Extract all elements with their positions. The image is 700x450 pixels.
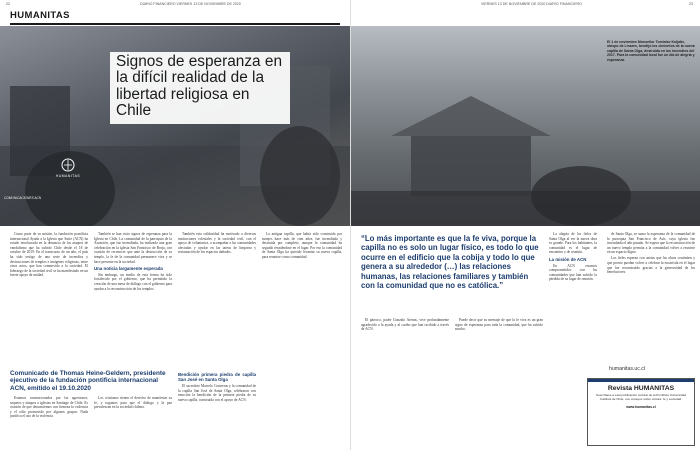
paragraph: La alegría de los fieles de Santa Olga al ver la nueva obra es grande. Para los habitantes, la comunidad es el lugar de encuentro y de reunión. <box>549 232 597 255</box>
humanitas-logo <box>44 157 92 178</box>
body-column-3 <box>178 232 256 362</box>
paragraph: Como parte de su misión, la fundación pontificia internacional Ayuda a la Iglesia que Sufre (ACN) ha estado involucrada en la denuncia de los ataques de vandalismo que ha sufrido Chile desde el 18 de octubre de 2019. En el transcurso de un año, el país ha sido testigo de una serie de incendios y destrucciones de templos e imágenes religiosas, entre otros actos, que han conmovido a la sociedad. El liderazgo de la sociedad civil se ha manifestado en un fuerte apoyo de unidad. <box>10 232 88 278</box>
paragraph: La antigua capilla, que había sido construida por monjes hace más de cien años, fue incendiada y destruida por completo, aunque la comunidad ha seguido reuniéndose en el lugar. Por eso la comunidad de Santa Olga ha querido levantar su nueva capilla, para reunirse como comunidad. <box>262 232 342 259</box>
photo-caption: COMUNICACIONES ACN <box>4 196 42 200</box>
ad-website[interactable]: www.humanitas.cl <box>626 404 656 409</box>
section-rule <box>10 23 340 25</box>
right-page <box>350 0 700 450</box>
ad-top-bar <box>588 379 694 382</box>
crest-icon <box>60 157 76 173</box>
logo-text: HUMANITAS <box>55 174 81 178</box>
page-number: 22 <box>6 2 10 6</box>
paragraph: El sacerdote Marcelo Contreras y la comunidad de la capilla San José de Santa Olga, celebraron con emoción la bendición de la primera piedra de su nueva capilla, construida con el apoyo de ACN. <box>178 383 256 402</box>
paragraph: de Santa Olga, se suma la esperanza de la comunidad de la parroquia San Francisco de Asís, cuya iglesia fue incendiada el año pasado. Se espera que la reconstrucción de un nuevo templo permita a la comunidad volver a reunirse en un espacio digno. <box>607 232 695 255</box>
page-header: VIERNES 13 DE NOVIEMBRE DE 2020 DIARIO FINANCIERO <box>481 2 582 6</box>
paragraph: Los cristianos tienen el derecho de manifestar su fe, y rogamos para que el diálogo y la paz prevalezcan en la sociedad chilena. <box>94 396 172 410</box>
page-header: DIARIO FINANCIERO VIERNES 13 DE NOVIEMBRE DE 2020 <box>140 2 241 6</box>
paragraph: En ACN estamos comprometidos con las comunidades que han sufrido la pérdida de su lugar de reunión. <box>549 263 597 282</box>
subheading: La misión de ACN <box>549 256 587 262</box>
magazine-ad[interactable] <box>587 378 695 446</box>
body-column-2 <box>455 318 543 446</box>
photo-side-caption: El 1 de noviembre Monseñor Tomislav Koljatic, obispo de Linares, bendijo los cimientos de la nueva capilla de Santa Olga, destruida en los incendios del 2017. Para la comunidad local fue un día de alegría y esperanza. <box>607 40 695 62</box>
paragraph: También se han visto signos de esperanza para la Iglesia en Chile. La comunidad de la parroquia de la Asunción, que fue incendiada, ha realizado una gran celebración en la iglesia San Francisco de Borja, con ocasión de reconocer que ante la destrucción de su templo, la fe de la comunidad permanece viva y se hace presente en la sociedad. <box>94 232 172 264</box>
body-column-1 <box>10 232 88 362</box>
statement-column-1 <box>10 396 88 446</box>
pull-quote: “Lo más importante es que la fe viva, porque la capilla no es solo un lugar físico, es todo lo que ocurre en el edificio que la cobija y todo lo que genera a su alrededor (…) las relaciones humanas, las relaciones familiares y también con la comunidad que no es católica.” <box>361 234 539 291</box>
page-number: 23 <box>689 2 693 6</box>
body-column-2 <box>94 232 172 362</box>
subheading: Una noticia largamente esperada <box>94 266 163 272</box>
body-column-4 <box>607 232 695 362</box>
paragraph: Puede decir que su mensaje de que la fe viva es un gran signo de esperanza para toda la comunidad, que ha sufrido mucho. <box>455 318 543 332</box>
paragraph: Los fieles esperan con ansias que las obras continúen y que pronto puedan volver a celebrar la eucaristía en el lugar que fue reconstruido gracias a la generosidad de los benefactores. <box>607 256 695 275</box>
paragraph: Estamos conmocionados por las agresiones, saqueos y ataques a iglesias en Santiago de Chile. Es ocasión de que denunciemos con firmeza la violencia y el odio promovido por algunos grupos. Nada justifica el uso de la violencia. <box>10 396 88 419</box>
statement-column-2 <box>94 396 172 446</box>
article-headline: Signos de esperanza en la difícil realidad de la libertad religiosa en Chile <box>110 52 290 124</box>
paragraph: También esta solidaridad ha motivado a diversas instituciones eclesiales y la sociedad civil, con el apoyo de voluntarios, a acompañar a las comunidades afectadas y ayudar en las tareas de limpieza y restauración de los espacios dañados. <box>178 232 256 255</box>
section-title: HUMANITAS <box>10 10 70 21</box>
website-link[interactable]: humanitas.uc.cl <box>609 366 646 372</box>
ad-title: Revista HUMANITAS <box>607 385 675 392</box>
paragraph: Sin embargo, un medio de esta forma ha sido fortalecido por el gobierno, que ha permitido la creación de una mesa de diálogo con el gobierno para ayudar a la reconstrucción de los templos. <box>94 272 172 291</box>
statement-heading: Comunicado de Thomas Heine-Geldern, presidente ejecutivo de la fundación pontificia internacional ACN, emitido el 19.10.2020 <box>10 370 166 392</box>
paragraph: El párroco, padre Gonzalo Arenas, vive profundamente agradecido a la ayuda y al cariño que han recibido a través de ACN. <box>361 318 449 332</box>
subheading: Bendición primera piedra de capilla San José en Santa Olga <box>178 372 256 383</box>
ad-text: Suscríbase a esta publicación cultural de la Pontificia Universidad Católica de Chile, con ensayos sobre cultura, fe y sociedad. <box>595 393 687 401</box>
body-column-5 <box>178 370 256 446</box>
body-column-4 <box>262 232 342 362</box>
body-column-1 <box>361 318 449 446</box>
